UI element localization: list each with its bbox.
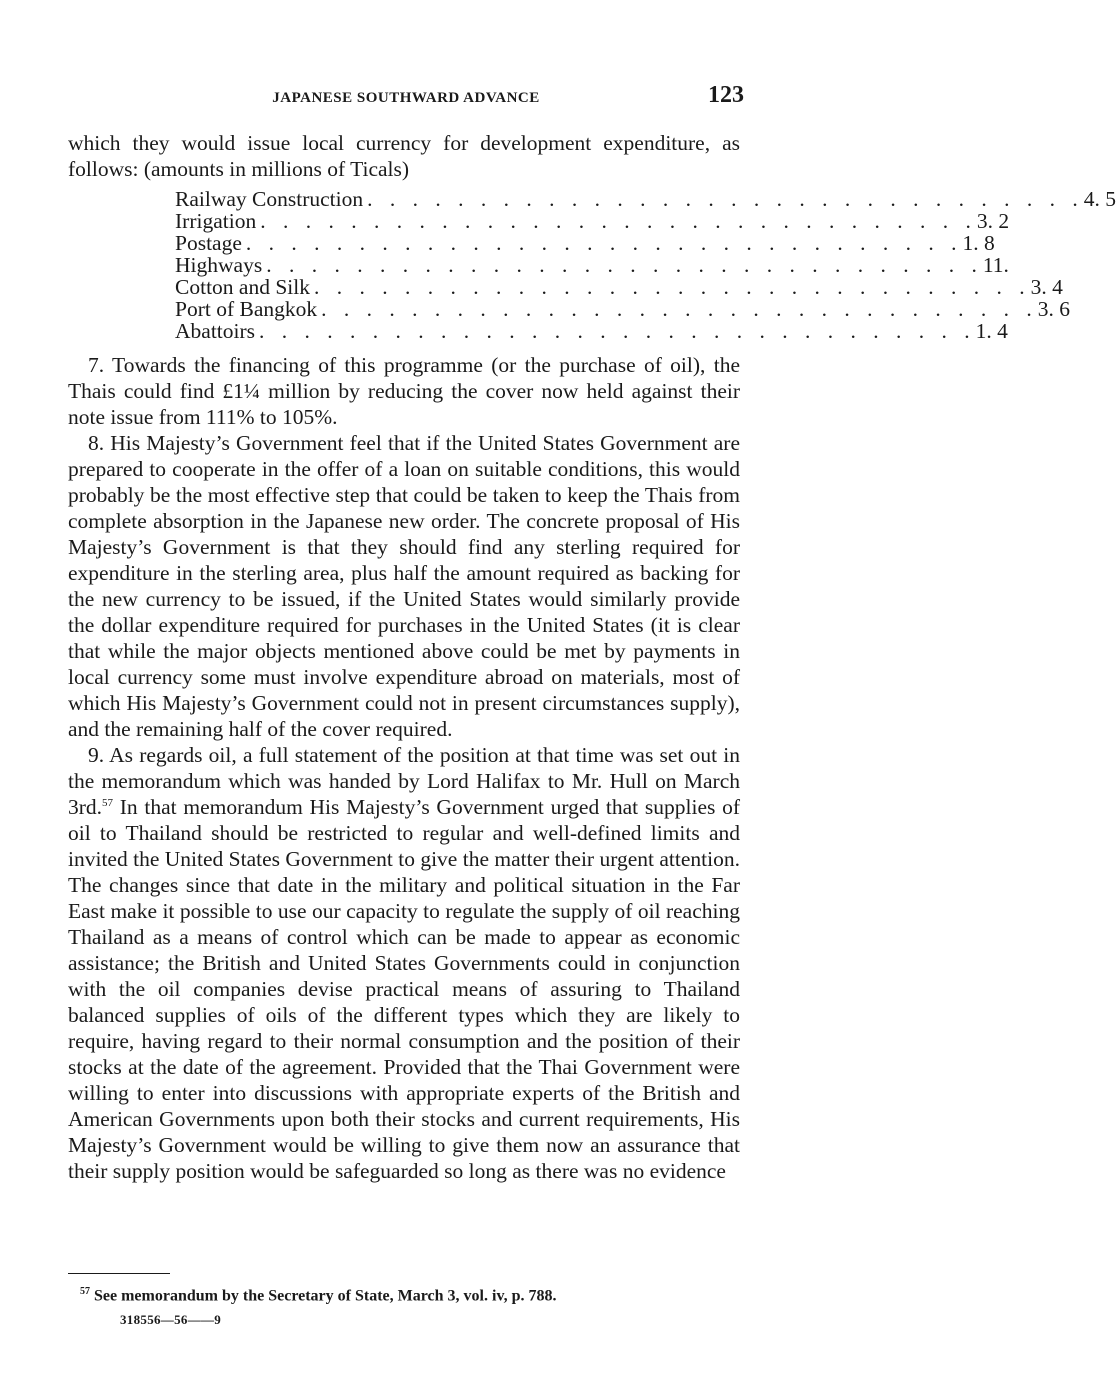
paragraph-9-part-b: In that memorandum His Majesty’s Government urged that supplies of oil to Thailand should be restricted to regular and well-defined limits and invited the United States Government to give the matter their urgent attention. The changes since that date in the military and political situation in the Far East make it possible to use our capacity to regulate the supply of oil reaching Thailand as a means of control which can be made to appear as economic assistance; the British and United States Governments could in conjunction with the oil companies devise practical means of assuring to Thailand balanced supplies of oils of the different types which they are likely to require, having regard to their normal consumption and the position of their stocks at the date of the agreement. Provided that the Thai Government were willing to enter into discussions with appropriate experts of the British and American Governments upon both their stocks and current requirements, His Majesty’s Government would be willing to give them now an assurance that their supply position would be safeguarded so long as there was no evidence (68, 795, 740, 1183)
dot-leader: . . . . . . . . . . . . . . . . . . . . . . . . . . . . . . . . (259, 319, 976, 343)
table-row (175, 297, 1071, 321)
table-row-value: 3. 2 (976, 209, 1010, 233)
table-row-value: 1. 8 (962, 231, 995, 255)
paragraph-8: 8. His Majesty’s Government feel that if the United States Government are prepared to cooperate in the offer of a loan on suitable conditions, this would probably be the most effective step that could be taken to keep the Thais from complete absorption in the Japanese new order. The concrete proposal of His Majesty’s Government is that they should find any sterling required for expenditure in the sterling area, plus half the amount required as backing for the new currency to be issued, if the United States would similarly provide the dollar expenditure required for purchases in the United States (it is clear that while the major objects mentioned above could be met by payments in local currency some must involve expenditure abroad on materials, most of which His Majesty’s Government could not in present circumstances supply), and the remaining half of the cover required. (68, 431, 740, 741)
printer-mark: 318556—56——9 (120, 1312, 222, 1327)
table-row-label: Port of Bangkok (175, 297, 318, 321)
table-row-label: Railway Construction (175, 187, 364, 211)
page-header (68, 82, 744, 118)
intro-paragraph: which they would issue local currency for development expenditure, as follows: (amounts in millions of Ticals) (68, 131, 740, 181)
table-row-label: Highways (175, 253, 263, 277)
footnote-rule (68, 1273, 170, 1274)
table-row (175, 231, 995, 255)
table-row-label: Postage (175, 231, 242, 255)
dot-leader: . . . . . . . . . . . . . . . . . . . . . . . . . . . . . . . . (321, 297, 1038, 321)
dot-leader: . . . . . . . . . . . . . . . . . . . . . . . . . . . . . . . . (266, 253, 983, 277)
table-row-value: 3. 4 (1030, 275, 1063, 299)
table-row (175, 275, 1063, 299)
footnote-number: 57 (80, 1286, 90, 1297)
paragraph-7: 7. Towards the financing of this programme (or the purchase of oil), the Thais could find £1¼ million by reducing the cover now held against their note issue from 111% to 105%. (68, 353, 740, 429)
page-body (68, 130, 1116, 1184)
dot-leader: . . . . . . . . . . . . . . . . . . . . . . . . . . . . . . . . (313, 275, 1031, 299)
paragraph-9-part-a: 9. As regards oil, a full statement of the position at that time was set out in the memorandum which was handed by Lord Halifax to Mr. Hull on March 3rd. (68, 743, 740, 819)
table-row (175, 209, 1010, 233)
footnote-reference: 57 (102, 796, 114, 809)
footnote-text: See memorandum by the Secretary of State, March 3, vol. iv, p. 788. (90, 1287, 557, 1305)
paragraph-9 (68, 742, 740, 1184)
running-head: JAPANESE SOUTHWARD ADVANCE (272, 90, 540, 106)
page-number: 123 (708, 82, 744, 108)
table-row-label: Cotton and Silk (175, 275, 310, 299)
table-row-label: Abattoirs (175, 319, 256, 343)
dot-leader: . . . . . . . . . . . . . . . . . . . . . . . . . . . . . . . . (245, 231, 963, 255)
table-row (175, 253, 1009, 277)
dot-leader: . . . . . . . . . . . . . . . . . . . . . . . . . . . . . . . . (367, 187, 1084, 211)
table-row-value: 3. 6 (1037, 297, 1071, 321)
table-row-value: 11. (982, 253, 1009, 277)
table-row-label: Irrigation (175, 209, 257, 233)
table-row-value: 1. 4 (975, 319, 1008, 343)
footnote (80, 1286, 556, 1305)
expenditure-table (175, 187, 1116, 343)
table-row (175, 187, 1116, 211)
table-row (175, 319, 1008, 343)
table-row-value: 4. 5 (1083, 187, 1116, 211)
dot-leader: . . . . . . . . . . . . . . . . . . . . . . . . . . . . . . . . (260, 209, 977, 233)
